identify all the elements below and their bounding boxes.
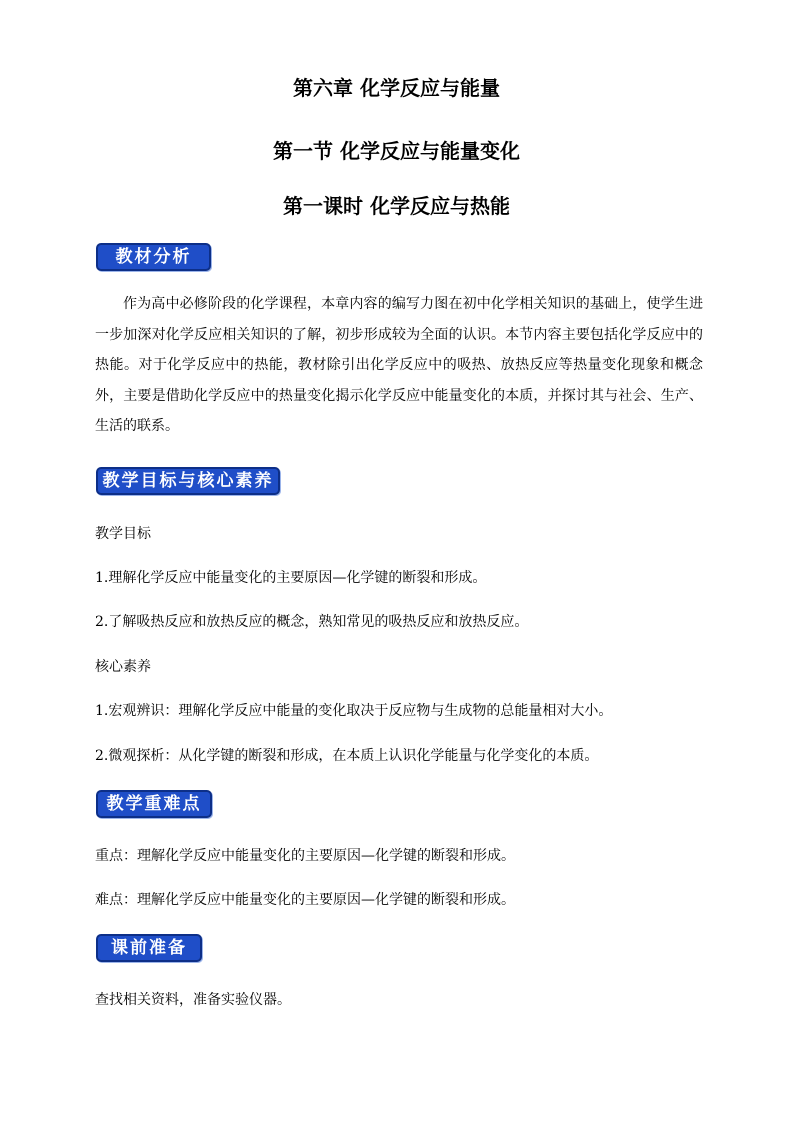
literacy-item-1: 1.宏观辨识：理解化学反应中能量的变化取决于反应物与生成物的总能量相对大小。 [95, 703, 613, 719]
literacy-heading: 核心素养 [95, 659, 151, 675]
key-point: 重点：理解化学反应中能量变化的主要原因—化学键的断裂和形成。 [95, 848, 515, 864]
goals-heading: 教学目标 [95, 526, 151, 542]
analysis-paragraph: 作为高中必修阶段的化学课程，本章内容的编写力图在初中化学相关知识的基础上，使学生进一步加深对化学反应相关知识的了解，初步形成较为全面的认识。本节内容主要包括化学反应中的热能。对于化学反应中的热能，教材除引出化学反应中的吸热、放热反应等热量变化现象和概念外，主要是借助化学反应中的热量变化揭示化学反应中能量变化的本质，并探讨其与社会、生产、生活的联系。 [95, 296, 703, 434]
preparation-badge: 课前准备 [96, 934, 202, 962]
chapter-title: 第六章 化学反应与能量 [293, 76, 500, 100]
goal-item-2: 2.了解吸热反应和放热反应的概念，熟知常见的吸热反应和放热反应。 [95, 614, 529, 630]
preparation-text: 查找相关资料，准备实验仪器。 [95, 992, 291, 1008]
lesson-title: 第一课时 化学反应与热能 [283, 194, 510, 218]
analysis-badge: 教材分析 [96, 243, 211, 271]
literacy-item-2: 2.微观探析：从化学键的断裂和形成，在本质上认识化学能量与化学变化的本质。 [95, 748, 599, 764]
section-title: 第一节 化学反应与能量变化 [273, 139, 520, 163]
goal-item-1: 1.理解化学反应中能量变化的主要原因—化学键的断裂和形成。 [95, 570, 487, 586]
difficult-point: 难点：理解化学反应中能量变化的主要原因—化学键的断裂和形成。 [95, 892, 515, 908]
key-points-badge: 教学重难点 [96, 790, 212, 818]
goals-badge: 教学目标与核心素养 [96, 467, 280, 495]
